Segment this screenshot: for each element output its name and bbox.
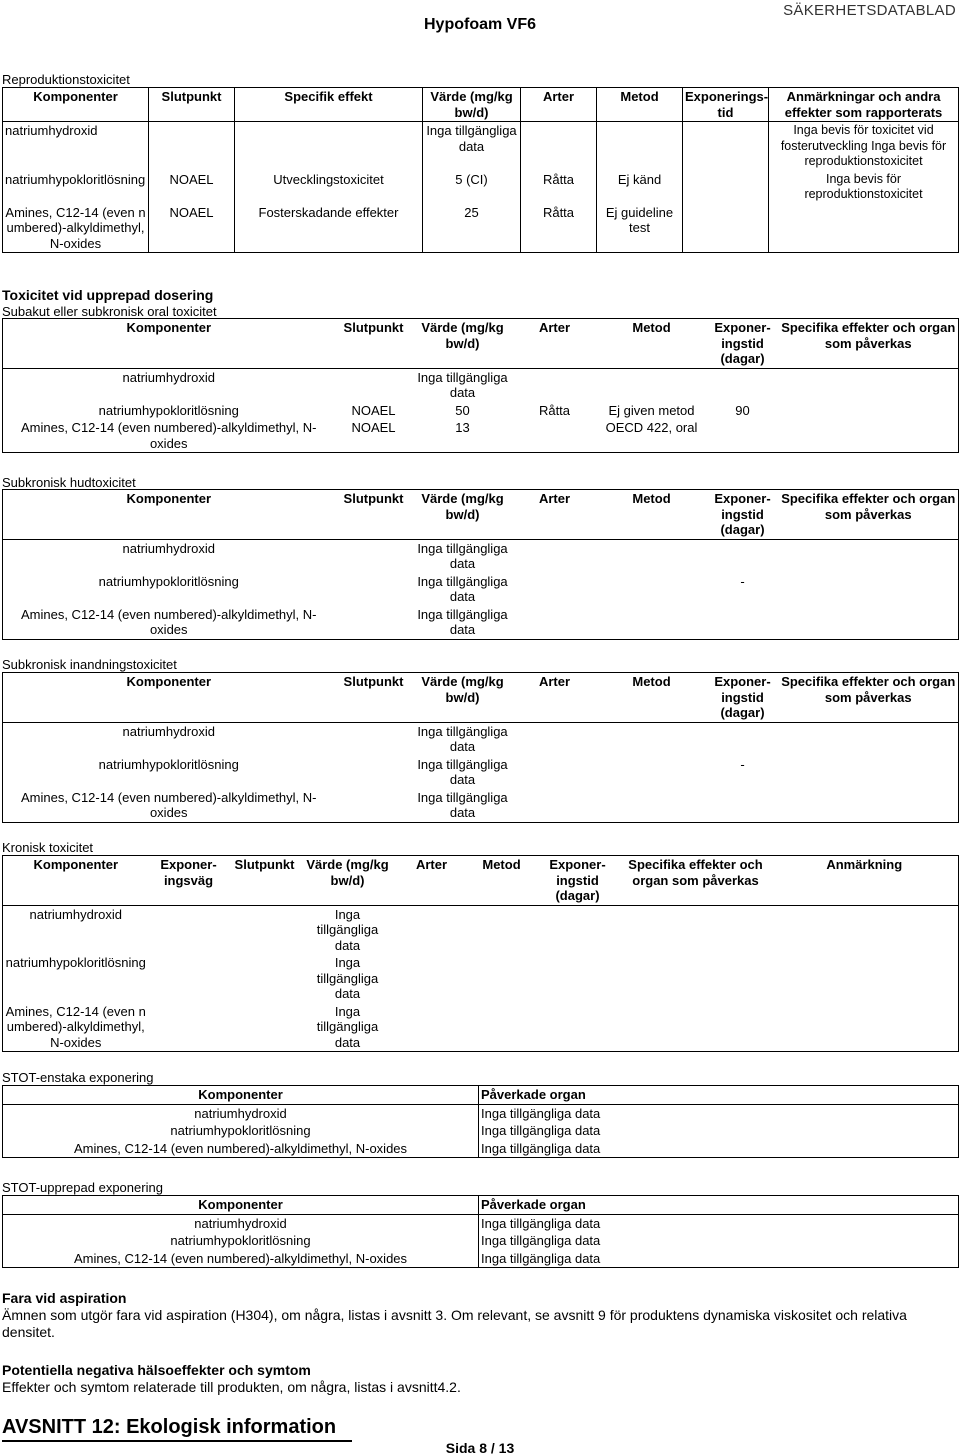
health-effects-heading: Potentiella negativa hälsoeffekter och symtom [2,1362,311,1378]
table-row: natriumhypokloritlösning Inga tillgängliga data [3,1122,959,1140]
health-effects-text: Effekter och symtom relaterade till produkten, om några, listas i avsnitt4.2. [2,1379,461,1395]
kronisk-table [2,855,959,1052]
table-row: natriumhypokloritlösning Inga tillgängliga data [5,955,379,1001]
document-type: SÄKERHETSDATABLAD [783,2,956,19]
repro-table [2,87,959,253]
table-row: natriumhydroxid Inga tillgängliga data [122,723,508,754]
inand-table [2,672,959,823]
table-header-row: Komponenter Slutpunkt Specifik effekt Värde (mg/kg bw/d) Arter Metod Exponerings- tid Anmärkningar och andra effekter som rapporterats [3,88,959,122]
inand-label: Subkronisk inandningstoxicitet [2,657,177,672]
aspiration-heading: Fara vid aspiration [2,1290,127,1306]
repeated-dose-heading: Toxicitet vid upprepad dosering [2,287,214,303]
table-row: Amines, C12-14 (even numbered)-alkyldimethyl, N-oxides Inga tillgängliga data [5,1003,379,1050]
table-row: natriumhypokloritlösning Inga tillgängliga data - [98,756,745,787]
table-row: natriumhypokloritlösning NOAEL Utvecklingstoxicitet 5 (CI) Råtta Ej känd Inga bevis för reproduktionstoxicitet [3,171,959,204]
table-row: Amines, C12-14 (even numbered)-alkyldimethyl, N-oxides Inga tillgängliga data [20,789,508,820]
stot-enstaka-label: STOT-enstaka exponering [2,1070,154,1085]
table-row: natriumhydroxid Inga tillgängliga data Inga bevis för toxicitet vid fosterutveckling Inga bevis för reproduktionstoxicitet [3,122,959,171]
table-header-row: Komponenter Slutpunkt Värde (mg/kg bw/d) Arter Metod Exponer- ingstid (dagar) Specifika effekter och organ som påverkas [3,490,959,540]
table-header-row: Komponenter Påverkade organ [3,1196,959,1215]
stot-upprepad-label: STOT-upprepad exponering [2,1180,163,1195]
stot-enstaka-table [2,1085,959,1158]
aspiration-text: Ämnen som utgör fara vid aspiration (H304), om några, listas i avsnitt 3. Om relevant, se avsnitt 9 för produktens dynamiska viskositet och relativa densitet. [2,1307,907,1340]
table-row: Amines, C12-14 (even numbered)-alkyldimethyl, N-oxides NOAEL 13 OECD 422, oral [20,420,698,451]
table-row: Amines, C12-14 (even numbered)-alkyldimethyl, N-oxides Inga tillgängliga data [3,1250,959,1268]
table-header-row: Komponenter Exponer- ingsväg Slutpunkt Värde (mg/kg bw/d) Arter Metod Exponer- ingstid (dagar) Specifika effekter och organ som påverkas Anmärkning [3,856,959,906]
subakut-label: Subakut eller subkronisk oral toxicitet [2,304,217,319]
table-row: Amines, C12-14 (even numbered)-alkyldimethyl, N-oxides NOAEL Fosterskadande effekter 25 Råtta Ej guideline test [3,204,959,253]
hud-table [2,489,959,640]
hud-label: Subkronisk hudtoxicitet [2,475,136,490]
table-row: natriumhypokloritlösning Inga tillgängliga data [3,1232,959,1250]
table-header-row: Komponenter Påverkade organ [3,1086,959,1105]
page-number: Sida 8 / 13 [445,1440,515,1456]
table-row: natriumhydroxid Inga tillgängliga data [122,369,508,400]
section-12-heading: AVSNITT 12: Ekologisk information [2,1416,337,1438]
table-row: natriumhydroxid Inga tillgängliga data [122,540,508,571]
table-row: Amines, C12-14 (even numbered)-alkyldimethyl, N-oxides Inga tillgängliga data [20,606,508,637]
table-row: natriumhydroxid Inga tillgängliga data [3,1104,959,1122]
subakut-table [2,318,959,453]
table-header-row: Komponenter Slutpunkt Värde (mg/kg bw/d) Arter Metod Exponer- ingstid (dagar) Specifika effekter och organ som påverkas [3,673,959,723]
table-row: natriumhydroxid Inga tillgängliga data [29,906,379,953]
table-row: Amines, C12-14 (even numbered)-alkyldimethyl, N-oxides Inga tillgängliga data [3,1140,959,1158]
kronisk-label: Kronisk toxicitet [2,840,94,855]
table-row: natriumhypokloritlösning NOAEL 50 Råtta Ej given metod 90 [98,402,750,418]
table-row: natriumhydroxid Inga tillgängliga data [3,1214,959,1232]
table-header-row: Komponenter Slutpunkt Värde (mg/kg bw/d) Arter Metod Exponer- ingstid (dagar) Specifika effekter och organ som påverkas [3,319,959,369]
table-row: natriumhypokloritlösning Inga tillgängliga data - [98,573,745,604]
product-title: Hypofoam VF6 [423,16,536,33]
stot-upprepad-table [2,1195,959,1268]
repro-label: Reproduktionstoxicitet [2,72,130,87]
